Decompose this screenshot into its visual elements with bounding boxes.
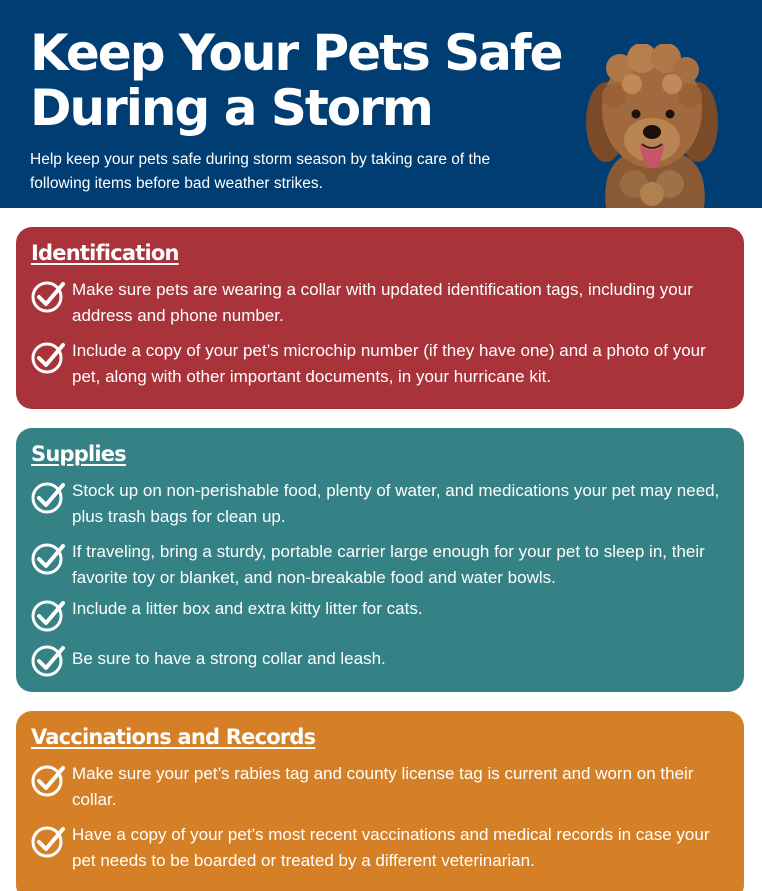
- checklist-item: [30, 539, 724, 590]
- checklist-text: Have a copy of your pet’s most recent vaccinations and medical records in case your pet needs to be boarded or treated by a different veterinarian.: [72, 825, 710, 870]
- checklist-item: [30, 596, 724, 633]
- checklist-text: Make sure your pet’s rabies tag and county license tag is current and worn on their collar.: [72, 764, 694, 809]
- section-heading-supplies: Supplies: [31, 442, 126, 466]
- checklist-item: [30, 641, 724, 678]
- checklist-text: Make sure pets are wearing a collar with updated identification tags, including your address and phone number.: [72, 280, 693, 325]
- checklist-text: Include a copy of your pet’s microchip number (if they have one) and a photo of your pet, along with other important documents, in your hurricane kit.: [72, 341, 706, 386]
- checklist-item: [30, 478, 724, 529]
- checklist-item: [30, 338, 724, 389]
- checklist-text: Include a litter box and extra kitty litter for cats.: [72, 599, 423, 618]
- section-heading-vaccinations: Vaccinations and Records: [31, 725, 316, 749]
- check-circle-icon: [30, 278, 66, 314]
- checklist-item: [30, 277, 724, 328]
- page-title: Keep Your Pets Safe During a Storm: [30, 24, 562, 137]
- checklist-text: Stock up on non-perishable food, plenty of water, and medications your pet may need, plus trash bags for clean up.: [72, 481, 720, 526]
- checklist-text: Be sure to have a strong collar and leash.: [72, 649, 386, 668]
- section-supplies: [16, 428, 744, 692]
- section-identification: [16, 227, 744, 409]
- check-circle-icon: [30, 339, 66, 375]
- checklist-item: [30, 761, 724, 812]
- checklist-text: If traveling, bring a sturdy, portable carrier large enough for your pet to sleep in, their favorite toy or blanket, and non-breakable food and water bowls.: [72, 542, 705, 587]
- check-circle-icon: [30, 762, 66, 798]
- header-banner: [0, 0, 762, 208]
- section-heading-identification: Identification: [31, 241, 179, 265]
- section-vaccinations-records: [16, 711, 744, 891]
- page-subtitle: Help keep your pets safe during storm season by taking care of the following items before bad weather strikes.: [30, 151, 491, 192]
- check-circle-icon: [30, 479, 66, 515]
- check-circle-icon: [30, 823, 66, 859]
- dog-photo: [584, 44, 720, 208]
- check-circle-icon: [30, 540, 66, 576]
- check-circle-icon: [30, 597, 66, 633]
- checklist-item: [30, 822, 724, 873]
- check-circle-icon: [30, 642, 66, 678]
